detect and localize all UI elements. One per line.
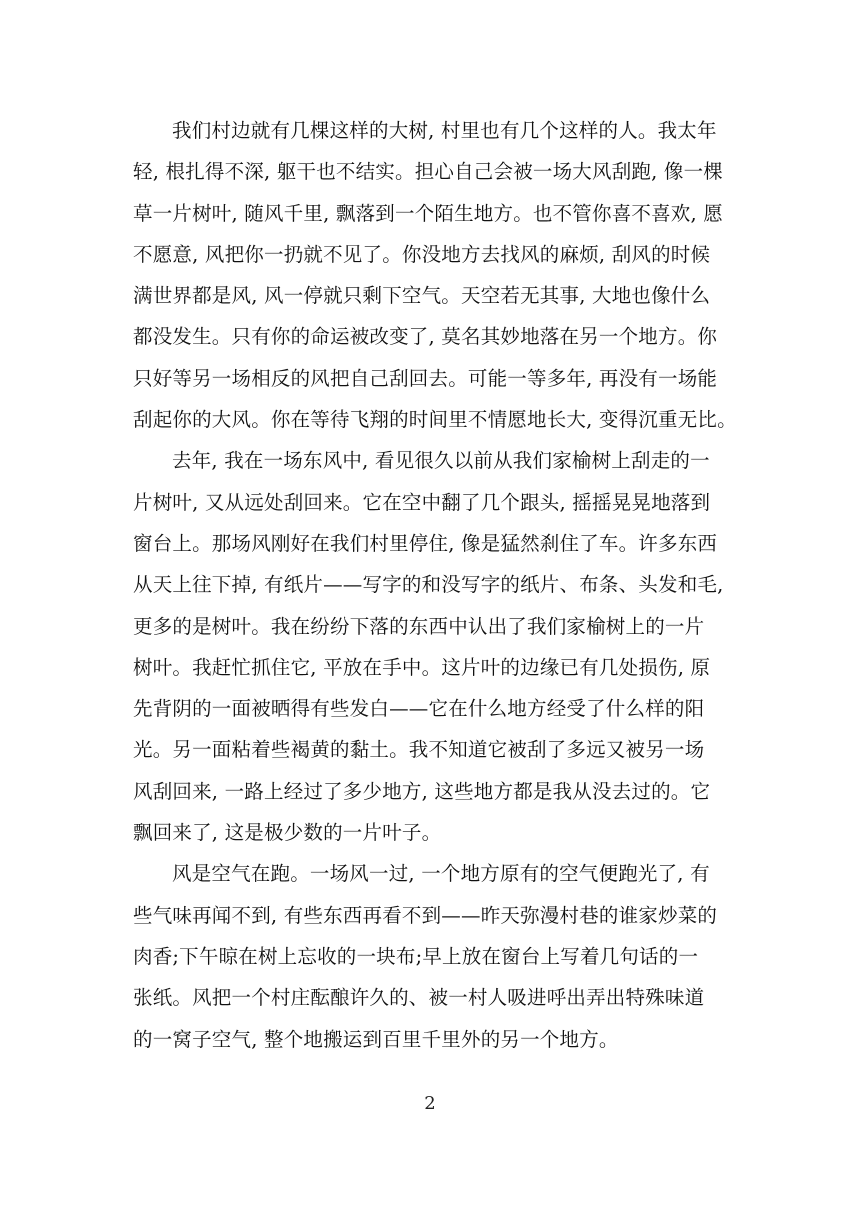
text-line: 只好等另一场相反的风把自己刮回去。可能一等多年, 再没有一场能 xyxy=(133,366,718,390)
text-line: 去年, 我在一场东风中, 看见很久以前从我们家榆树上刮走的一 xyxy=(172,449,710,473)
body-text xyxy=(133,110,743,1060)
paragraph-1 xyxy=(133,110,743,440)
text-line: 草一片树叶, 随风千里, 飘落到一个陌生地方。也不管你喜不喜欢, 愿 xyxy=(133,201,723,225)
text-line: 刮起你的大风。你在等待飞翔的时间里不情愿地长大, 变得沉重无比。 xyxy=(133,408,737,432)
text-line: 我们村边就有几棵这样的大树, 村里也有几个这样的人。我太年 xyxy=(172,119,717,142)
text-line: 些气味再闻不到, 有些东西再看不到——昨天弥漫村巷的谁家炒菜的 xyxy=(133,903,718,927)
text-line: 光。另一面粘着些褐黄的黏土。我不知道它被刮了多远又被另一场 xyxy=(133,738,705,762)
page-number: 2 xyxy=(424,1093,436,1114)
text-line: 先背阴的一面被晒得有些发白——它在什么地方经受了什么样的阳 xyxy=(133,697,705,721)
text-line: 飘回来了, 这是极少数的一片叶子。 xyxy=(133,821,442,845)
text-line: 风刮回来, 一路上经过了多少地方, 这些地方都是我从没去过的。它 xyxy=(133,779,711,803)
text-line: 满世界都是风, 风一停就只剩下空气。天空若无其事, 大地也像什么 xyxy=(133,284,711,308)
text-line: 肉香;下午晾在树上忘收的一块布;早上放在窗台上写着几句话的一 xyxy=(133,944,699,968)
text-line: 轻, 根扎得不深, 躯干也不结实。担心自己会被一场大风刮跑, 像一棵 xyxy=(133,160,723,184)
text-line: 从天上往下掉, 有纸片——写字的和没写字的纸片、布条、头发和毛, xyxy=(133,573,724,597)
text-line: 片树叶, 又从远处刮回来。它在空中翻了几个跟头, 摇摇晃晃地落到 xyxy=(133,490,711,514)
text-line: 不愿意, 风把你一扔就不见了。你没地方去找风的麻烦, 刮风的时候 xyxy=(133,242,711,266)
text-line: 更多的是树叶。我在纷纷下落的东西中认出了我们家榆树上的一片 xyxy=(133,614,705,638)
text-line: 风是空气在跑。一场风一过, 一个地方原有的空气便跑光了, 有 xyxy=(172,862,710,886)
text-line: 窗台上。那场风刚好在我们村里停住, 像是猛然刹住了车。许多东西 xyxy=(133,531,718,555)
text-line: 的一窝子空气, 整个地搬运到百里千里外的另一个地方。 xyxy=(133,1027,619,1051)
paragraph-2 xyxy=(133,440,743,853)
text-line: 树叶。我赶忙抓住它, 平放在手中。这片叶的边缘已有几处损伤, 原 xyxy=(133,655,711,679)
text-line: 都没发生。只有你的命运被改变了, 莫名其妙地落在另一个地方。你 xyxy=(133,325,718,349)
paragraph-3 xyxy=(133,853,743,1059)
text-line: 张纸。风把一个村庄酝酿许久的、被一村人吸进呼出弄出特殊味道 xyxy=(133,986,705,1010)
